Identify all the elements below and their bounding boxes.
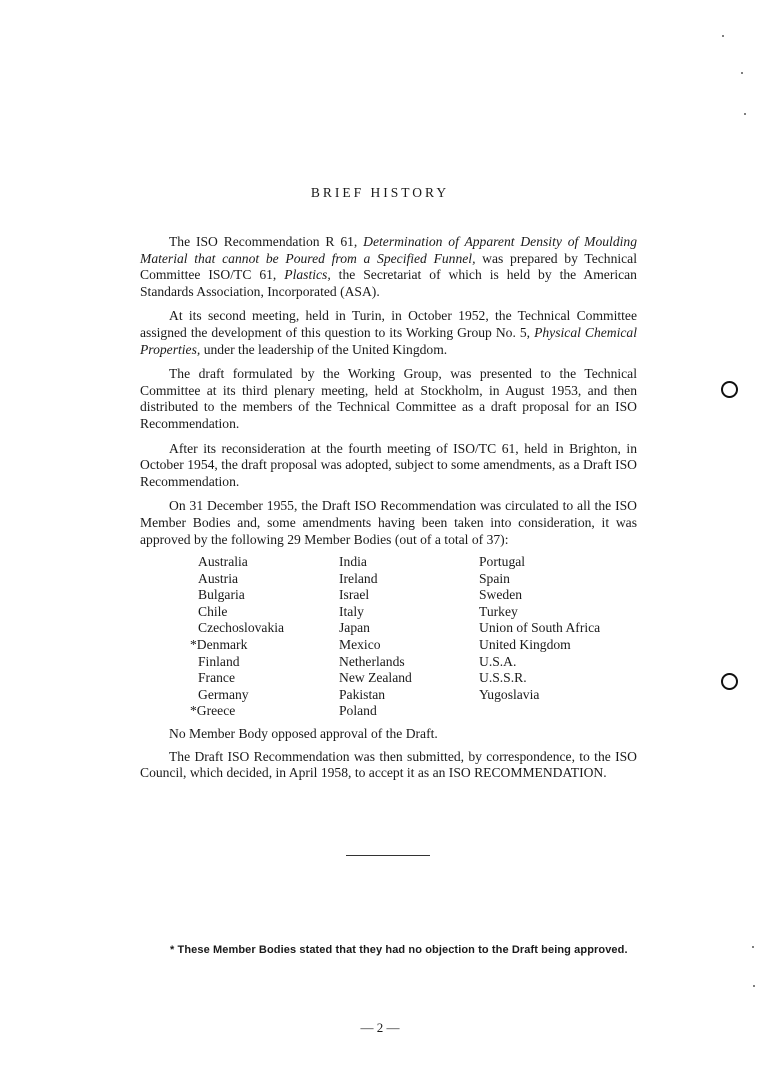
list-item: Israel: [339, 587, 370, 603]
list-item: Ireland: [339, 570, 378, 586]
footnote: * These Member Bodies stated that they had no objection to the Draft being approved.: [170, 944, 628, 956]
list-item: New Zealand: [339, 670, 412, 686]
recommendation-title: Determination of Apparent Density of Moulding Material that cannot be Poured from a Specified Funnel,: [140, 234, 637, 266]
list-item: Union of South Africa: [479, 620, 601, 636]
body-text: [140, 234, 637, 790]
list-item: U.S.A.: [479, 653, 517, 669]
paragraph-2-text: At its second meeting, held in Turin, in October 1952, the Technical Committee assigned the development of this question to its Working Group No. 5,: [140, 308, 637, 340]
paragraph-1-text: The ISO Recommendation R 61,: [169, 234, 364, 249]
list-item: Netherlands: [339, 653, 405, 669]
list-item: Turkey: [479, 603, 518, 619]
list-item: Italy: [339, 603, 364, 619]
paragraph-7: The Draft ISO Recommendation was then submitted, by correspondence, to the ISO Council, which decided, in April 1958, to accept it as an ISO RECOMMENDATION.: [140, 748, 637, 781]
member-column-2: [339, 554, 479, 720]
scan-speck: [753, 985, 755, 987]
paragraph-2-text-end: under the leadership of the United Kingdom.: [200, 341, 448, 357]
scan-speck: [744, 113, 746, 115]
list-item: Portugal: [479, 554, 526, 570]
list-item: Pakistan: [339, 686, 386, 702]
divider-rule: [346, 855, 430, 856]
member-bodies-list: [190, 554, 637, 720]
list-item: Finland: [198, 653, 240, 669]
committee-name: Plastics,: [284, 267, 331, 283]
list-item: Chile: [198, 603, 228, 619]
list-item: France: [198, 670, 235, 686]
list-item: Poland: [339, 703, 377, 719]
list-item: Austria: [198, 570, 239, 586]
list-item: Czechoslovakia: [198, 620, 285, 636]
list-item: Sweden: [479, 587, 523, 603]
paragraph-1-text-cont: was prepared by Technical Committee ISO/TC 61,: [140, 250, 637, 283]
list-item: *Greece: [190, 703, 236, 719]
list-item: Japan: [339, 620, 370, 636]
page-title: BRIEF HISTORY: [310, 185, 450, 200]
list-item: Mexico: [339, 637, 381, 653]
list-item: Spain: [479, 570, 510, 586]
list-item: Australia: [198, 554, 248, 570]
scan-speck: [752, 946, 754, 948]
paragraph-2: [140, 308, 637, 358]
list-item: Yugoslavia: [479, 686, 540, 702]
paragraph-1-text-end: the Secretariat of which is held by the American Standards Association, Incorporated (ASA).: [140, 267, 637, 299]
paragraph-4: After its reconsideration at the fourth meeting of ISO/TC 61, held in Brighton, in October 1954, the draft proposal was adopted, subject to some amendments, as a Draft ISO Recommendation.: [140, 440, 637, 489]
list-item: U.S.S.R.: [479, 670, 527, 686]
page-number: — 2 —: [360, 1020, 400, 1035]
member-column-1: [190, 554, 339, 720]
list-item: United Kingdom: [479, 637, 571, 653]
list-item: India: [339, 554, 367, 570]
scan-speck: [722, 35, 724, 37]
working-group-name: Physical Chemical Properties,: [140, 324, 637, 357]
paragraph-3: The draft formulated by the Working Group, was presented to the Technical Committee at its third plenary meeting, held at Stockholm, in August 1953, and then distributed to the members of the Technical Committee as a draft proposal for an ISO Recommendation.: [140, 366, 637, 431]
punch-hole-icon: [721, 673, 738, 690]
paragraph-5: On 31 December 1955, the Draft ISO Recommendation was circulated to all the ISO Member Bodies and, some amendments having been taken into consideration, it was approved by the following 29 Member Bodies (out of a total of 37):: [140, 498, 637, 547]
punch-hole-icon: [721, 381, 738, 398]
list-item: Bulgaria: [198, 587, 245, 603]
paragraph-6: No Member Body opposed approval of the Draft.: [169, 726, 438, 742]
list-item: *Denmark: [190, 637, 248, 653]
list-item: Germany: [198, 686, 249, 702]
scan-speck: [741, 72, 743, 74]
member-column-3: [479, 554, 637, 720]
paragraph-1: [140, 234, 637, 300]
